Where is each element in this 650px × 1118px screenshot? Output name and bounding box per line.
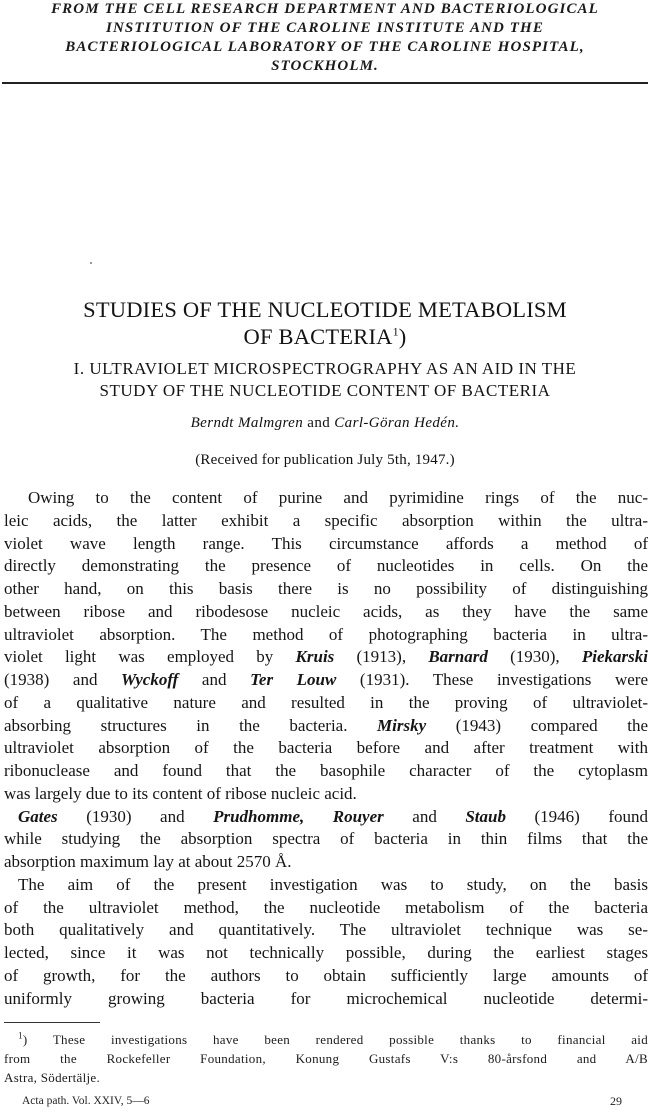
journal-citation: Acta path. Vol. XXIV, 5—6: [22, 1095, 150, 1107]
header-rule: [2, 82, 648, 84]
title-footnote-mark: 1: [392, 324, 399, 339]
cite-ter-louw: Ter Louw: [250, 670, 337, 689]
scan-speck: [90, 262, 92, 264]
title-line-2: [0, 323, 650, 350]
institution-header: [0, 0, 650, 76]
p1-line-4: directly demonstrating the presence of nucleotides in cells. On the: [4, 556, 648, 576]
institution-line-2: INSTITUTION OF THE CAROLINE INSTITUTE AND THE: [106, 20, 544, 36]
cite-wyckoff: Wyckoff: [121, 670, 179, 689]
footnote-line-1-text: ) These investigations have been rendered possible thanks to financial aid: [22, 1032, 648, 1047]
p2-line-1-a: (1930) and: [57, 806, 214, 826]
cite-prudhomme-rouyer: Prudhomme, Rouyer: [213, 806, 384, 826]
p1-line-8: [4, 646, 648, 669]
p1-line-9: [4, 669, 648, 692]
p1-line-11: [4, 715, 648, 738]
title-line-1: STUDIES OF THE NUCLEOTIDE METABOLISM: [83, 297, 567, 322]
p2-line-1: [4, 806, 648, 829]
p3-line-3: both qualitatively and quantitatively. The ultraviolet technique was se-: [4, 920, 648, 940]
article-body: [4, 487, 648, 1010]
p2-line-2: while studying the absorption spectra of bacteria in thin films that the: [4, 829, 648, 849]
p1-line-2: leic acids, the latter exhibit a specific absorption within the ultra-: [4, 510, 648, 530]
received-date: (Received for publication July 5th, 1947.): [195, 452, 455, 468]
footnote: [4, 1030, 648, 1087]
institution-line-1: FROM THE CELL RESEARCH DEPARTMENT AND BACTERIOLOGICAL: [51, 1, 599, 17]
author-2: Carl-Göran Hedén.: [334, 415, 460, 431]
p2-line-3: absorption maximum lay at about 2570 Å.: [4, 852, 292, 871]
p3-line-2: of the ultraviolet method, the nucleotide metabolism of the bacteria: [4, 897, 648, 917]
footnote-rule: [4, 1022, 100, 1023]
title-line-2-text: OF BACTERIA: [243, 324, 393, 349]
article-subtitle: [0, 358, 650, 402]
p1-line-7: ultraviolet absorption. The method of photographing bacteria in ultra-: [4, 624, 648, 644]
cite-barnard: Barnard: [428, 647, 488, 667]
institution-line-3: BACTERIOLOGICAL LABORATORY OF THE CAROLINE HOSPITAL,: [65, 39, 585, 55]
p1-line-9-rest: (1931). These investigations were: [336, 670, 648, 689]
subtitle-line-1: I. ULTRAVIOLET MICROSPECTROGRAPHY AS AN AID IN THE: [73, 359, 577, 378]
cite-mirsky: Mirsky: [377, 715, 427, 735]
p1-line-5: other hand, on this basis there is no possibility of distinguishing: [4, 579, 648, 598]
p3-line-5: of growth, for the authors to obtain sufficiently large amounts of: [4, 965, 648, 985]
p1-line-11-rest: (1943) compared the: [426, 715, 648, 735]
footnote-line-2: from the Rockefeller Foundation, Konung Gustafs V:s 80-årsfond and A/B: [4, 1051, 648, 1066]
p3-line-1: The aim of the present investigation was to study, on the basis: [18, 874, 648, 894]
p1-line-13: ribonuclease and found that the basophile character of the cytoplasm: [4, 761, 648, 780]
p1-line-3: violet wave length range. This circumstance affords a method of: [4, 533, 648, 553]
p2-line-1-c: (1946) found: [505, 806, 648, 826]
p1-line-9-and: and: [178, 670, 251, 689]
title-close-paren: ): [398, 324, 407, 349]
author-line: [0, 414, 650, 432]
author-1: Berndt Malmgren: [190, 415, 304, 431]
p1-line-8-sep2: (1930),: [487, 647, 582, 667]
page-number: 29: [610, 1094, 622, 1108]
p1-line-9-text: (1938) and: [4, 670, 122, 689]
p2-line-1-b: and: [383, 806, 466, 826]
p1-line-10: of a qualitative nature and resulted in the proving of ultraviolet-: [4, 692, 648, 712]
p1-line-8-text: violet light was employed by: [4, 647, 296, 667]
p1-line-14: was largely due to its content of ribose nucleic acid.: [4, 783, 357, 803]
p3-line-6: uniformly growing bacteria for microchemical nucleotide determi-: [4, 988, 648, 1008]
author-conjunction: and: [303, 415, 335, 431]
p1-line-1: Owing to the content of purine and pyrimidine rings of the nuc-: [28, 488, 648, 507]
p1-line-6: between ribose and ribodesose nucleic acids, as they have the same: [4, 601, 648, 621]
footnote-line-1: [4, 1030, 648, 1049]
p1-line-12: ultraviolet absorption of the bacteria before and after treatment with: [4, 738, 648, 758]
cite-kruis: Kruis: [295, 647, 335, 667]
cite-staub: Staub: [465, 806, 506, 826]
institution-line-4: STOCKHOLM.: [271, 58, 379, 74]
footnote-mark: 1: [18, 1030, 23, 1041]
cite-piekarski: Piekarski: [581, 647, 649, 667]
subtitle-line-2: STUDY OF THE NUCLEOTIDE CONTENT OF BACTERIA: [99, 381, 551, 400]
article-title: [0, 296, 650, 350]
cite-gates: Gates: [18, 806, 58, 826]
p1-line-11-text: absorbing structures in the bacteria.: [4, 715, 378, 735]
p3-line-4: lected, since it was not technically possible, during the earliest stages: [4, 943, 648, 962]
footnote-line-3: Astra, Södertälje.: [4, 1070, 101, 1085]
p1-line-8-sep1: (1913),: [334, 647, 429, 667]
